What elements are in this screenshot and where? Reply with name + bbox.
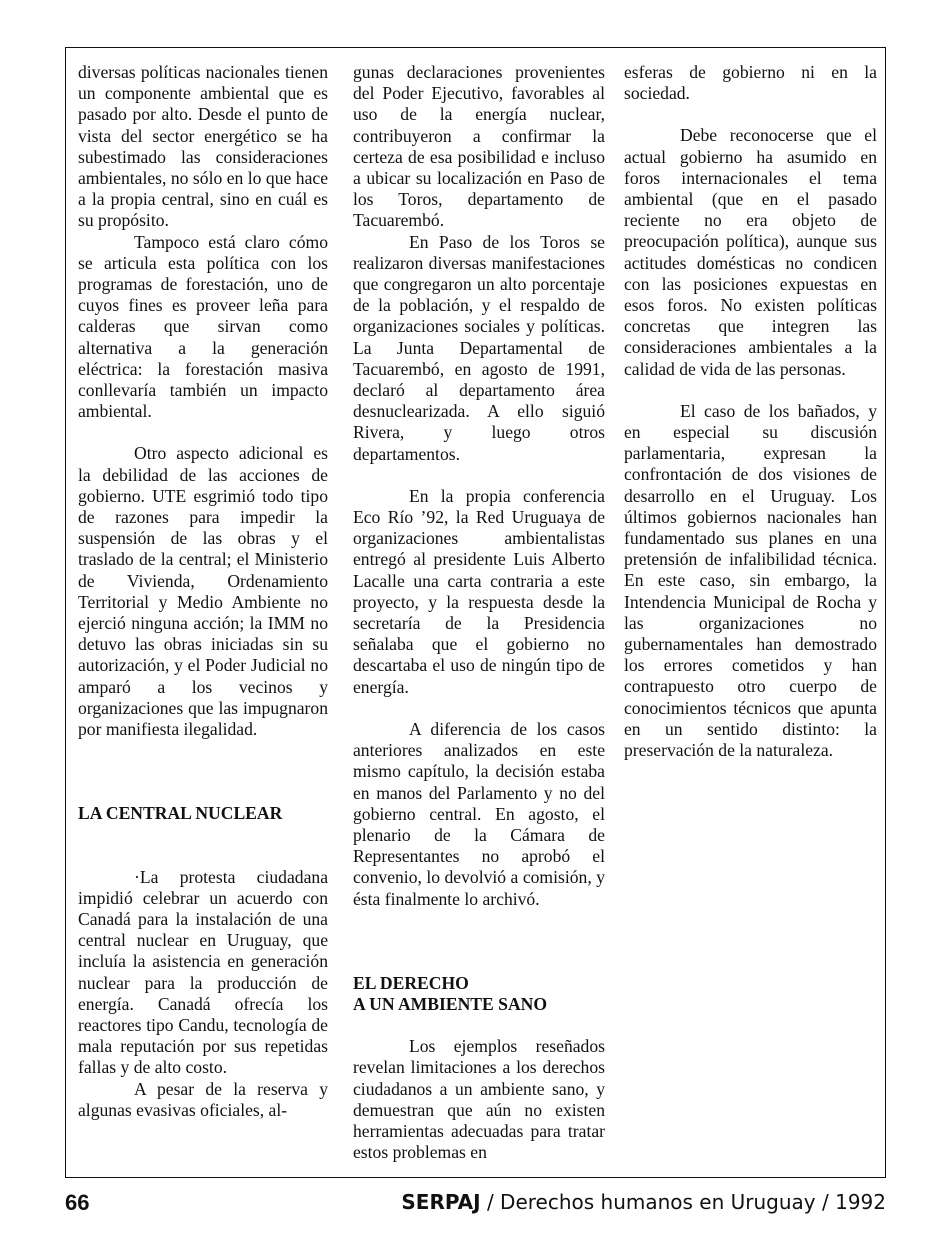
text-column-3	[624, 62, 877, 761]
page-footer	[65, 1190, 886, 1218]
section-heading-line-1: EL DERECHO	[353, 972, 469, 993]
paragraph: El caso de los bañados, y en especial su discusión parlamentaria, expresan la confrontación de dos visiones de desarrollo en el Uruguay. Los últimos gobiernos nacionales han fundamentado sus planes en una pretensión de infalibilidad técnica. En este caso, sin embargo, la Intendencia Municipal de Rocha y las organizaciones no gubernamentales han demostrado los errores cometidos y han contrapuesto otro cuerpo de conocimientos técnicos que apunta en un sentido distinto: la preservación de la naturaleza.	[624, 400, 877, 761]
publication-title: / Derechos humanos en Uruguay / 1992	[480, 1190, 886, 1214]
section-heading-line-2: A UN AMBIENTE SANO	[353, 993, 548, 1014]
paragraph: A pesar de la reserva y algunas evasivas oficiales, al-	[78, 1078, 328, 1120]
paragraph: ·La protesta ciudadana impidió celebrar un acuerdo con Canadá para la instalación de una central nuclear en Uruguay, que incluía la asistencia en generación nuclear para la producción de energía. Canadá ofrecía los reactores tipo Candu, tecnología de mala reputación por sus repetidas fallas y de alto costo.	[78, 866, 328, 1078]
paragraph: Los ejemplos reseñados revelan limitaciones a los derechos ciudadanos a un ambiente sano, y demuestran que aún no existen herramientas adecuadas para tratar estos problemas en	[353, 1036, 605, 1163]
publisher-name: SERPAJ	[401, 1190, 481, 1214]
paragraph: Otro aspecto adicional es la debilidad de las acciones de gobierno. UTE esgrimió todo tipo de razones para impedir la suspensión de las obras y el traslado de la central; el Ministerio de Vivienda, Ordenamiento Territorial y Medio Ambiente no ejerció ninguna acción; la IMM no detuvo las obras iniciadas sin su autorización, y el Poder Judicial no amparó a los vecinos y organizaciones que las impugnaron por manifiesta ilegalidad.	[78, 443, 328, 740]
page-frame	[65, 47, 886, 1178]
paragraph: gunas declaraciones provenientes del Poder Ejecutivo, favorables al uso de la energía nuclear, contribuyeron a confirmar la certeza de esa posibilidad e incluso a ubicar su localización en Paso de los Toros, departamento de Tacuarembó.	[353, 62, 605, 231]
paragraph: Tampoco está claro cómo se articula esta política con los programas de forestación, uno de cuyos fines es proveer leña para calderas que sirvan como alternativa a la generación eléctrica: la forestación masiva conllevaría también un impacto ambiental.	[78, 231, 328, 422]
page-number: 66	[65, 1190, 90, 1215]
paragraph: A diferencia de los casos anteriores analizados en este mismo capítulo, la decisión estaba en manos del Parlamento y no del gobierno central. En agosto, el plenario de la Cámara de Representantes no aprobó el convenio, lo devolvió a comisión, y ésta finalmente lo archivó.	[353, 718, 605, 909]
paragraph: En la propia conferencia Eco Río ’92, la Red Uruguaya de organizaciones ambientalistas entregó al presidente Luis Alberto Lacalle una carta contraria a este proyecto, y la respuesta desde la secretaría de la Presidencia señalaba que el gobierno no descartaba el uso de ningún tipo de energía.	[353, 485, 605, 697]
paragraph: diversas políticas nacionales tienen un componente ambiental que es pasado por alto. Desde el punto de vista del sector energético se ha subestimado las consideraciones ambientales, no sólo en lo que hace a la propia central, sino en cuál es su propósito.	[78, 62, 328, 231]
paragraph: En Paso de los Toros se realizaron diversas manifestaciones que congregaron un alto porcentaje de la población, y el respaldo de organizaciones sociales y políticas. La Junta Departamental de Tacuarembó, en agosto de 1991, declaró al departamento área desnuclearizada. A ello siguió Rivera, y luego otros departamentos.	[353, 231, 605, 464]
section-heading	[353, 973, 605, 1015]
text-column-2	[353, 62, 605, 1163]
section-heading: LA CENTRAL NUCLEAR	[78, 803, 283, 824]
running-title	[401, 1190, 886, 1214]
paragraph: esferas de gobierno ni en la sociedad.	[624, 62, 877, 104]
text-column-1	[78, 62, 328, 1121]
paragraph: Debe reconocerse que el actual gobierno ha asumido en foros internacionales el tema ambiental (que en el pasado reciente no era objeto de preocupación política), aunque sus actitudes domésticas no condicen con las posiciones expuestas en esos foros. No existen políticas concretas que integren las consideraciones ambientales a la calidad de vida de las personas.	[624, 125, 877, 379]
